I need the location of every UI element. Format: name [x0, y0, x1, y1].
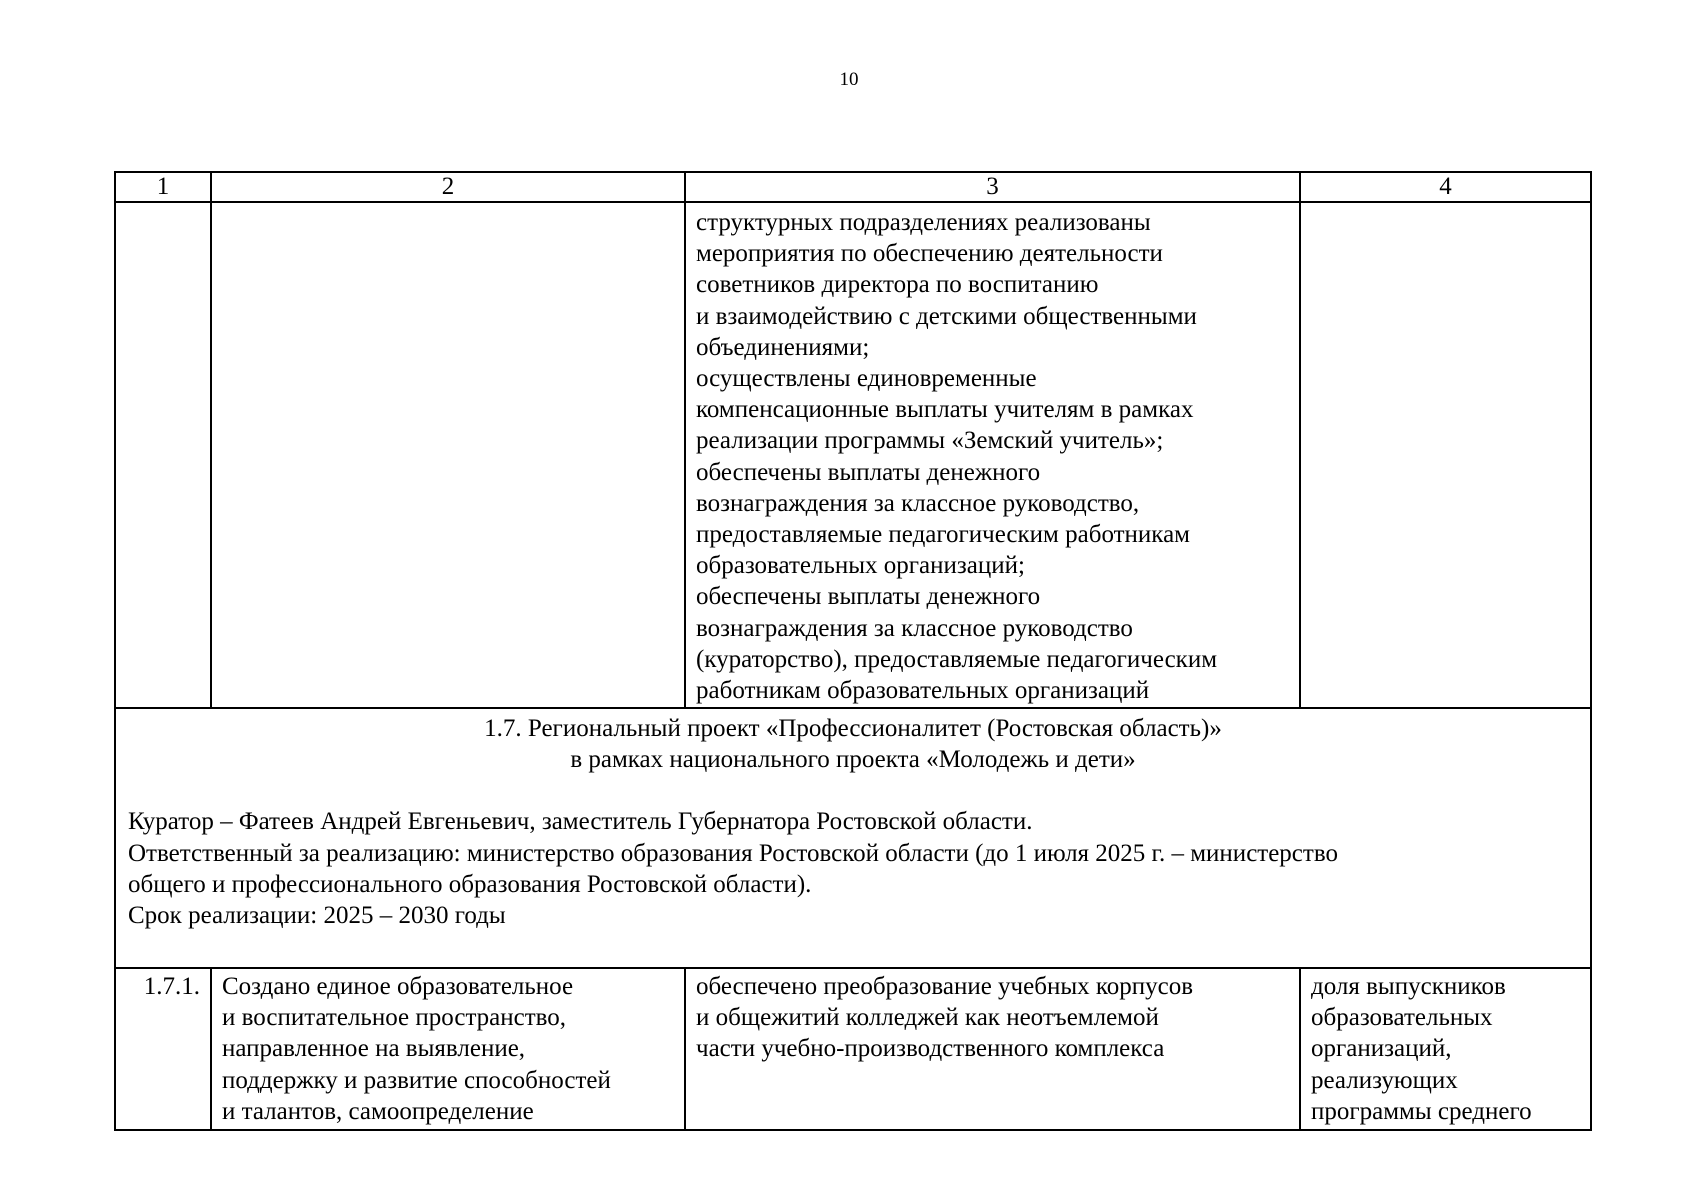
- section-cell: [115, 708, 1591, 968]
- term-line: Срок реализации: 2025 – 2030 годы: [128, 902, 506, 930]
- responsible-line-continued: общего и профессионального образования Ростовской области).: [128, 870, 812, 898]
- header-col-4: 4: [1300, 172, 1591, 202]
- text-line: Создано единое образовательное: [222, 973, 574, 1000]
- text-line: обеспечены выплаты денежного: [696, 583, 1041, 611]
- text-line: советников директора по воспитанию: [696, 271, 1099, 299]
- text-line: реализующих: [1311, 1066, 1458, 1094]
- section-info: [128, 806, 1578, 931]
- responsible-line: Ответственный за реализацию: министерство образования Ростовской области (до 1 июля 2025 г. – министерство: [128, 839, 1338, 867]
- text-line: структурных подразделениях реализованы: [696, 209, 1151, 236]
- text-line: вознаграждения за классное руководство,: [696, 489, 1140, 517]
- cell-empty: [1300, 202, 1591, 708]
- text-line: и взаимодействию с детскими общественными: [696, 302, 1197, 330]
- curator-line: Куратор – Фатеев Андрей Евгеньевич, заместитель Губернатора Ростовской области.: [128, 808, 1033, 836]
- text-line: реализации программы «Земский учитель»;: [696, 427, 1164, 455]
- section-spacer: [128, 775, 1578, 806]
- text-line: осуществлены единовременные: [696, 365, 1037, 393]
- text-line: образовательных организаций;: [696, 552, 1025, 580]
- table-row: [115, 968, 1591, 1130]
- text-line: компенсационные выплаты учителям в рамках: [696, 396, 1194, 424]
- header-col-3: 3: [685, 172, 1300, 202]
- header-col-1: 1: [115, 172, 211, 202]
- text-line: (кураторство), предоставляемые педагогическим: [696, 645, 1218, 673]
- table-row: [115, 202, 1591, 708]
- document-table: [114, 171, 1592, 1131]
- text-line: и общежитий колледжей как неотъемлемой: [696, 1004, 1159, 1032]
- text-line: предоставляемые педагогическим работникам: [696, 521, 1190, 549]
- text-line: и талантов, самоопределение: [222, 1097, 534, 1125]
- text-line: обеспечены выплаты денежного: [696, 458, 1041, 486]
- text-line: программы среднего: [1311, 1097, 1532, 1125]
- table-header-row: [115, 172, 1591, 202]
- text-line: обеспечено преобразование учебных корпусов: [696, 973, 1194, 1000]
- cell-indicator: [1300, 968, 1591, 1130]
- cell-empty: [115, 202, 211, 708]
- text-line: поддержку и развитие способностей: [222, 1066, 611, 1094]
- cell-task: [211, 968, 685, 1130]
- cell-results-continued: [685, 202, 1300, 708]
- cell-empty: [211, 202, 685, 708]
- text-line: работникам образовательных организаций: [696, 677, 1150, 705]
- section-title: [128, 713, 1578, 775]
- text-line: мероприятия по обеспечению деятельности: [696, 240, 1163, 268]
- page-number: 10: [839, 69, 859, 90]
- text-line: и воспитательное пространство,: [222, 1004, 567, 1032]
- text-line: организаций,: [1311, 1035, 1452, 1063]
- cell-results: [685, 968, 1300, 1130]
- text-line: доля выпускников: [1311, 973, 1506, 1000]
- text-line: вознаграждения за классное руководство: [696, 614, 1133, 642]
- section-row: [115, 708, 1591, 968]
- text-line: части учебно-производственного комплекса: [696, 1035, 1165, 1063]
- text-line: объединениями;: [696, 333, 870, 361]
- section-title-line: 1.7. Региональный проект «Профессионалитет (Ростовская область)»: [484, 715, 1222, 742]
- text-line: направленное на выявление,: [222, 1035, 526, 1063]
- section-title-line: в рамках национального проекта «Молодежь и дети»: [570, 746, 1136, 774]
- row-number: 1.7.1.: [115, 968, 211, 1130]
- text-line: образовательных: [1311, 1004, 1493, 1032]
- header-col-2: 2: [211, 172, 685, 202]
